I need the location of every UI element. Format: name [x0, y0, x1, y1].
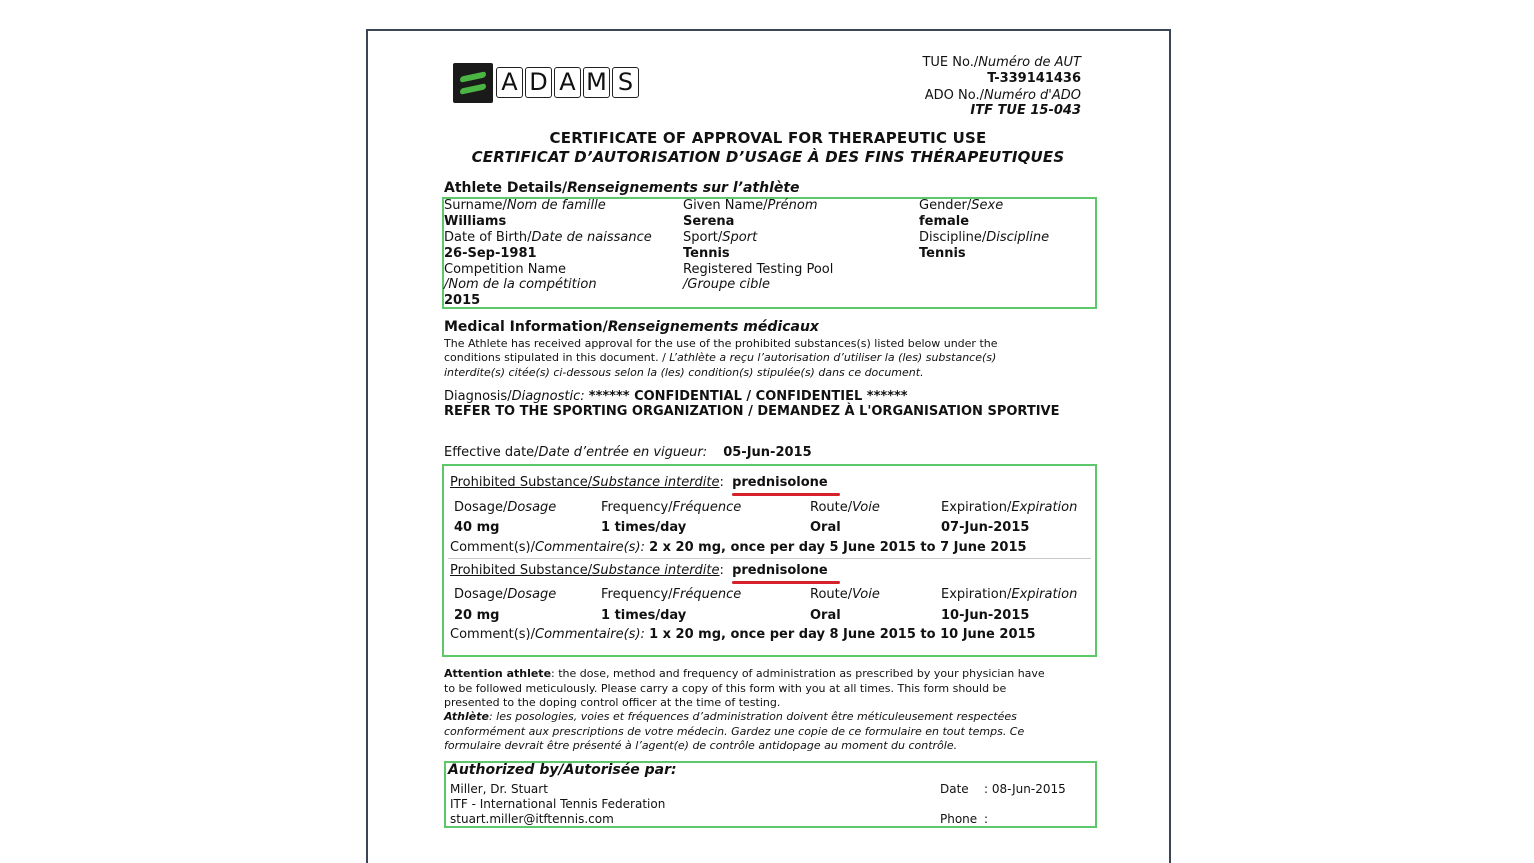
tue-number-label: TUE No./Numéro de AUT [922, 55, 1081, 70]
surname-label: Surname/Nom de famille [444, 198, 606, 213]
authorizer-org: ITF - International Tennis Federation [450, 797, 666, 811]
frequency-label: Frequency/Fréquence [601, 587, 742, 602]
dob-label: Date of Birth/Date de naissance [444, 230, 652, 245]
expiration-label: Expiration/Expiration [941, 587, 1078, 602]
logo-letter: A [554, 67, 581, 98]
effective-date-line: Effective date/Date d’entrée en vigueur: 05-Jun-2015 [444, 445, 812, 460]
substance-name: prednisolone [732, 475, 828, 490]
attention-en-line: presented to the doping control officer at the time of testing. [444, 696, 781, 709]
logo-letter: A [496, 67, 523, 98]
comment-value: 1 x 20 mg, once per day 8 June 2015 to 10 June 2015 [649, 627, 1036, 642]
attention-fr-line: conformément aux prescriptions de votre médecin. Gardez une copie de ce formulaire en tout temps. Ce [444, 725, 1025, 738]
medical-intro-line: The Athlete has received approval for the use of the prohibited substances(s) listed below under the [444, 337, 998, 350]
athlete-details-heading: Athlete Details/Renseignements sur l’athlète [444, 180, 800, 196]
refer-notice: REFER TO THE SPORTING ORGANIZATION / DEMANDEZ À L'ORGANISATION SPORTIVE [444, 404, 1060, 419]
expiration-label: Expiration/Expiration [941, 500, 1078, 515]
adams-logo-wordmark [496, 67, 639, 98]
logo-letter: S [612, 67, 639, 98]
route-value: Oral [810, 520, 841, 535]
sport-label: Sport/Sport [683, 230, 758, 245]
ado-number-label: ADO No./Numéro d'ADO [924, 88, 1081, 103]
attention-en-line: to be followed meticulously. Please carry a copy of this form with you at all times. This form should be [444, 682, 1007, 695]
substance-name: prednisolone [732, 563, 828, 578]
substance-row-label: Prohibited Substance/Substance interdite: prednisolone [450, 563, 828, 578]
substance-highlight-underline [732, 581, 840, 584]
given-name-label: Given Name/Prénom [683, 198, 818, 213]
given-name-value: Serena [683, 214, 735, 229]
medical-info-heading: Medical Information/Renseignements médicaux [444, 319, 819, 335]
authorized-phone-value: : [984, 812, 989, 826]
gender-label: Gender/Sexe [919, 198, 1004, 213]
authorized-heading: Authorized by/Autorisée par: [448, 762, 677, 778]
authorized-date-label: Date [940, 782, 969, 796]
competition-label: Competition Name [444, 262, 567, 277]
authorizer-name: Miller, Dr. Stuart [450, 782, 548, 796]
discipline-value: Tennis [919, 246, 966, 261]
substance-divider [448, 558, 1091, 559]
comment-line: Comment(s)/Commentaire(s): 1 x 20 mg, once per day 8 June 2015 to 10 June 2015 [450, 627, 1036, 642]
adams-logo-icon [453, 63, 493, 103]
logo-letter: D [525, 67, 552, 98]
authorized-phone-label: Phone [940, 812, 978, 826]
frequency-value: 1 times/day [601, 608, 687, 623]
certificate-title-en: CERTIFICATE OF APPROVAL FOR THERAPEUTIC USE [549, 129, 987, 147]
competition-label-fr: /Nom de la compétition [444, 277, 597, 292]
tue-number: T-339141436 [987, 71, 1081, 86]
substance-highlight-underline [732, 493, 840, 496]
sport-value: Tennis [683, 246, 730, 261]
competition-value: 2015 [444, 293, 481, 308]
attention-fr-line: formulaire devrait être présenté à l’agent(e) de contrôle antidopage au moment du contrôle. [444, 739, 958, 752]
authorizer-email: stuart.miller@itftennis.com [450, 812, 614, 826]
route-value: Oral [810, 608, 841, 623]
dosage-label: Dosage/Dosage [454, 587, 557, 602]
effective-date-value: 05-Jun-2015 [723, 445, 812, 460]
route-label: Route/Voie [810, 500, 880, 515]
testing-pool-label-fr: /Groupe cible [683, 277, 770, 292]
attention-en-line: Attention athlete: the dose, method and frequency of administration as prescribed by your physician have [444, 667, 1045, 680]
logo-letter: M [583, 67, 610, 98]
dosage-value: 20 mg [454, 608, 500, 623]
discipline-label: Discipline/Discipline [919, 230, 1050, 245]
medical-intro-line: interdite(s) citée(s) ci-dessous selon la (les) condition(s) stipulée(s) dans ce document. [444, 366, 924, 379]
ado-number: ITF TUE 15-043 [970, 103, 1081, 118]
substance-row-label: Prohibited Substance/Substance interdite: prednisolone [450, 475, 828, 490]
frequency-label: Frequency/Fréquence [601, 500, 742, 515]
comment-value: 2 x 20 mg, once per day 5 June 2015 to 7 June 2015 [649, 540, 1027, 555]
testing-pool-label: Registered Testing Pool [683, 262, 834, 277]
expiration-value: 10-Jun-2015 [941, 608, 1030, 623]
dosage-value: 40 mg [454, 520, 500, 535]
route-label: Route/Voie [810, 587, 880, 602]
authorized-date-value: : 08-Jun-2015 [984, 782, 1066, 796]
dob-value: 26-Sep-1981 [444, 246, 537, 261]
diagnosis-value: ****** CONFIDENTIAL / CONFIDENTIEL ****** [588, 389, 908, 404]
medical-intro-line: conditions stipulated in this document. / L’athlète a reçu l’autorisation d’utiliser la (les) substance(s) [444, 351, 997, 364]
athlete-details-box [442, 197, 1097, 309]
certificate-page [366, 29, 1171, 863]
comment-line: Comment(s)/Commentaire(s): 2 x 20 mg, once per day 5 June 2015 to 7 June 2015 [450, 540, 1027, 555]
gender-value: female [919, 214, 970, 229]
dosage-label: Dosage/Dosage [454, 500, 557, 515]
frequency-value: 1 times/day [601, 520, 687, 535]
surname-value: Williams [444, 214, 507, 229]
certificate-title-fr: CERTIFICAT D’AUTORISATION D’USAGE À DES FINS THÉRAPEUTIQUES [471, 148, 1065, 166]
attention-fr-line: Athlète: les posologies, voies et fréquences d’administration doivent être méticuleusement respectées [444, 710, 1017, 723]
diagnosis-line: Diagnosis/Diagnostic: ****** CONFIDENTIAL / CONFIDENTIEL ****** [444, 389, 908, 404]
expiration-value: 07-Jun-2015 [941, 520, 1030, 535]
